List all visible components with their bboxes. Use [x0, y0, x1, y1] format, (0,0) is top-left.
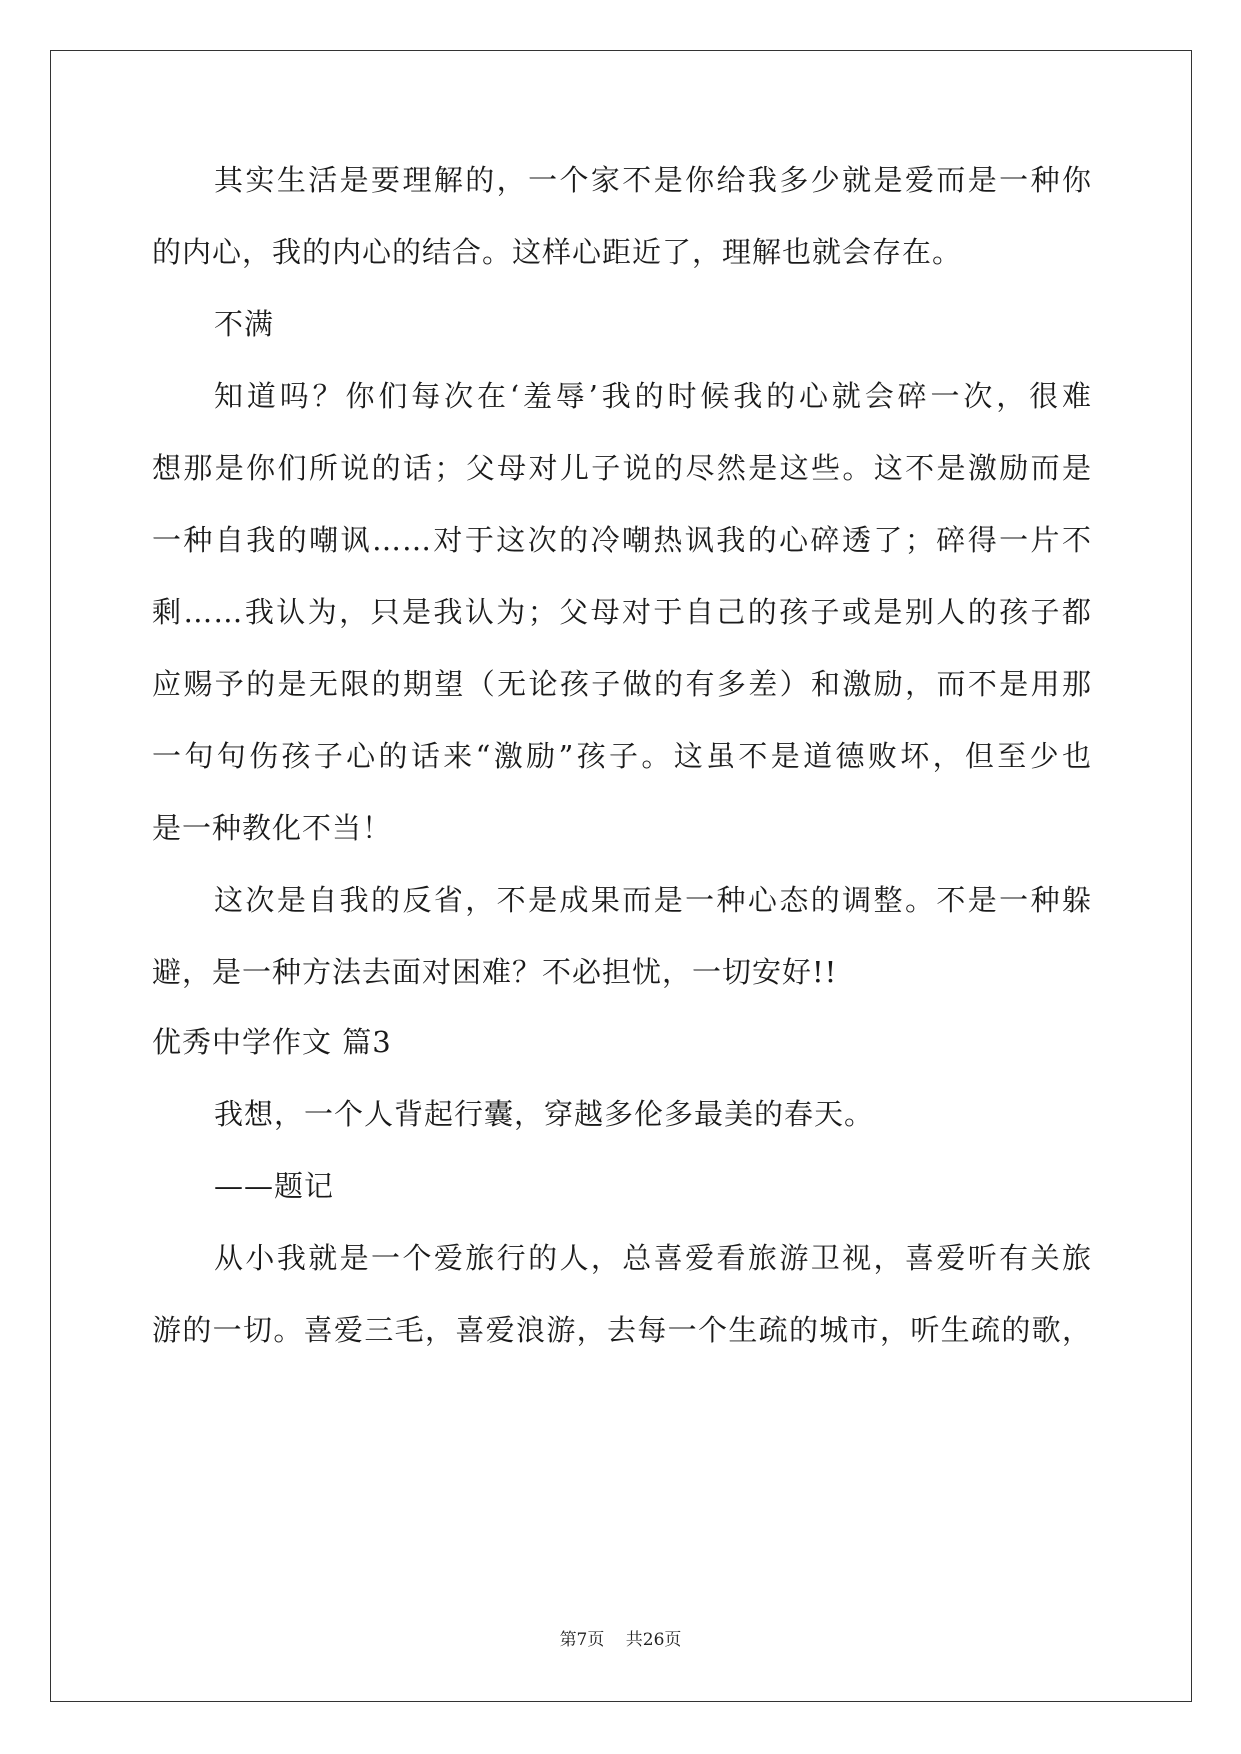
page-footer — [0, 1628, 1241, 1652]
text-line: 的内心，我的内心的结合。这样心距近了，理解也就会存在。 — [152, 235, 963, 269]
text-line: 想那是你们所说的话；父母对儿子说的尽然是这些。这不是激励而是 — [152, 451, 1092, 485]
text-line: 知道吗？你们每次在‘羞辱’我的时候我的心就会碎一次，很难 — [214, 379, 1092, 413]
text-line: 从小我就是一个爱旅行的人，总喜爱看旅游卫视，喜爱听有关旅 — [214, 1241, 1092, 1275]
text-line: 避，是一种方法去面对困难？不必担忧，一切安好!! — [152, 955, 838, 989]
text-line: 游的一切。喜爱三毛，喜爱浪游，去每一个生疏的城市，听生疏的歌， — [152, 1313, 1092, 1347]
text-line: 一种自我的嘲讽……对于这次的冷嘲热讽我的心碎透了；碎得一片不 — [152, 523, 1092, 557]
page-number-current: 第7页 — [559, 1630, 605, 1650]
section-heading-buman: 不满 — [214, 307, 275, 341]
text-line: 其实生活是要理解的，一个家不是你给我多少就是爱而是一种你 — [214, 163, 1092, 197]
text-line: 我想，一个人背起行囊，穿越多伦多最美的春天。 — [214, 1097, 875, 1131]
epigraph-attribution: ——题记 — [214, 1169, 335, 1203]
text-line: 是一种教化不当！ — [152, 811, 393, 845]
page-number-total: 共26页 — [625, 1630, 682, 1650]
text-line: 这次是自我的反省，不是成果而是一种心态的调整。不是一种躲 — [214, 883, 1092, 917]
text-line: 应赐予的是无限的期望（无论孩子做的有多差）和激励，而不是用那 — [152, 667, 1092, 701]
article-title: 优秀中学作文 篇3 — [152, 1025, 392, 1059]
text-line: 剩……我认为，只是我认为；父母对于自己的孩子或是别人的孩子都 — [152, 595, 1092, 629]
page-border — [50, 50, 1192, 1702]
text-line: 一句句伤孩子心的话来“激励”孩子。这虽不是道德败坏，但至少也 — [152, 739, 1092, 773]
